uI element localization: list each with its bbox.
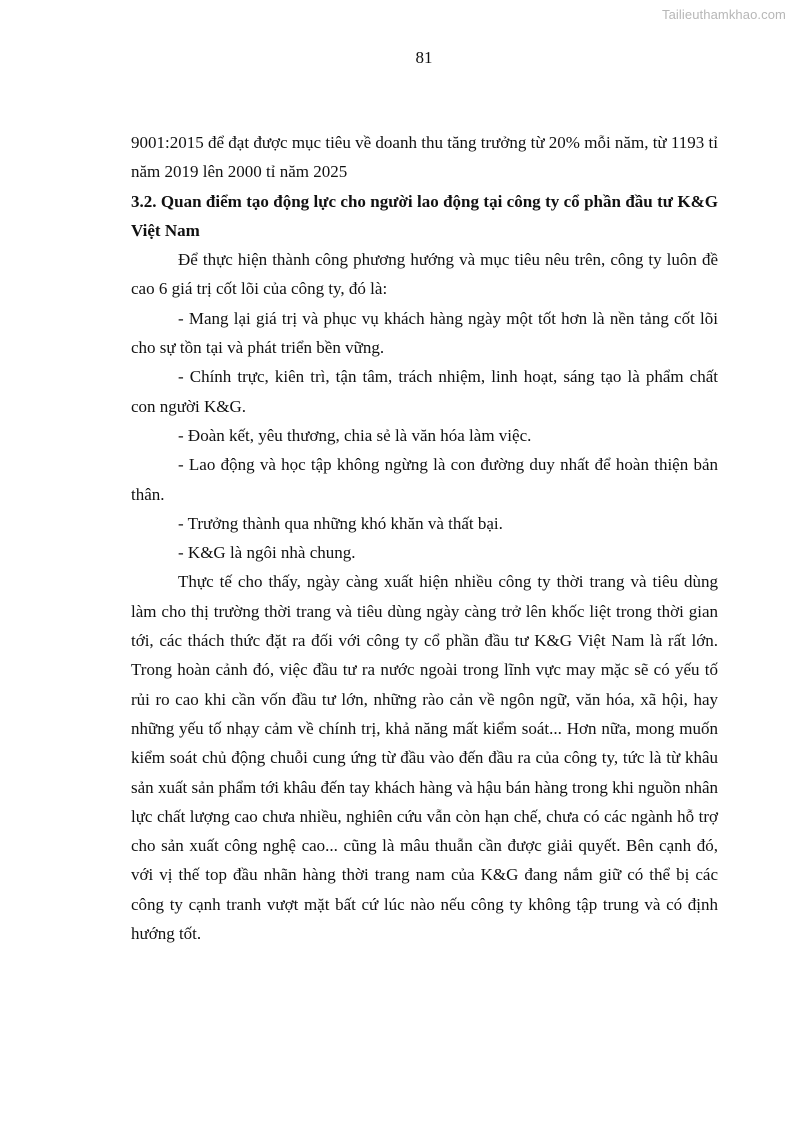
reality-paragraph: Thực tế cho thấy, ngày càng xuất hiện nhiều công ty thời trang và tiêu dùng làm cho thị trường thời trang và tiêu dùng ngày càng trở lên khốc liệt trong thời gian tới, các thách thức đặt ra đối với công ty cổ phần đầu tư K&G Việt Nam là rất lớn. Trong hoàn cảnh đó, việc đầu tư ra nước ngoài trong lĩnh vực may mặc sẽ có yếu tố rủi ro cao khi cần vốn đầu tư lớn, những rào cản về ngôn ngữ, văn hóa, xã hội, hay những yếu tố nhạy cảm về chính trị, khả năng mất kiểm soát... Hơn nữa, mong muốn kiểm soát chủ động chuỗi cung ứng từ đầu vào đến đầu ra của công ty, tức là từ khâu sản xuất sản phẩm tới khâu đến tay khách hàng và hậu bán hàng trong khi nguồn nhân lực chất lượng cao chưa nhiều, nghiên cứu vẫn còn hạn chế, chưa có các ngành hỗ trợ cho sản xuất công nghệ cao... cũng là mâu thuẫn cần được giải quyết. Bên cạnh đó, với vị thế top đầu nhãn hàng thời trang nam của K&G đang nắm giữ có thể bị các công ty cạnh tranh vượt mặt bất cứ lúc nào nếu công ty không tập trung và có định hướng tốt.: [131, 572, 718, 944]
continuation-paragraph: 9001:2015 để đạt được mục tiêu về doanh thu tăng trưởng từ 20% mỗi năm, từ 1193 tỉ năm 2019 lên 2000 tỉ năm 2025: [131, 133, 718, 182]
core-value-item: - Mang lại giá trị và phục vụ khách hàng ngày một tốt hơn là nền tảng cốt lõi cho sự tồn tại và phát triển bền vững.: [131, 308, 718, 358]
watermark-text: Tailieuthamkhao.com: [661, 7, 786, 22]
core-value-item: - Trưởng thành qua những khó khăn và thất bại.: [178, 513, 503, 533]
intro-paragraph: Để thực hiện thành công phương hướng và mục tiêu nêu trên, công ty luôn đề cao 6 giá trị cốt lõi của công ty, đó là:: [131, 250, 718, 299]
core-value-item: - Đoàn kết, yêu thương, chia sẻ là văn hóa làm việc.: [178, 425, 532, 445]
core-value-item: - Chính trực, kiên trì, tận tâm, trách nhiệm, linh hoạt, sáng tạo là phẩm chất con người K&G.: [131, 367, 718, 416]
section-heading: 3.2. Quan điểm tạo động lực cho người lao động tại công ty cổ phần đầu tư K&G Việt Nam: [131, 191, 718, 240]
page-number: 81: [415, 48, 433, 67]
document-body: [131, 128, 718, 948]
core-value-item: - K&G là ngôi nhà chung.: [178, 543, 356, 563]
core-value-item: - Lao động và học tập không ngừng là con đường duy nhất để hoàn thiện bản thân.: [131, 455, 718, 504]
